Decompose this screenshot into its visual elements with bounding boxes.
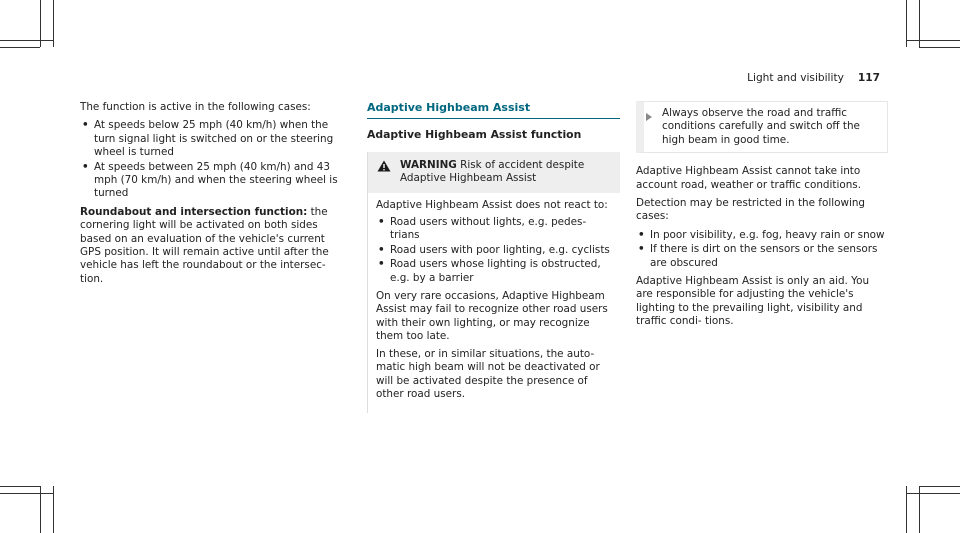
warning-paragraph-1: On very rare occasions, Adaptive Highbeam Assist may fail to recognize other road users with their own lighting, or may recognize them too late. bbox=[376, 290, 608, 343]
warning-paragraph-2: In these, or in similar situations, the auto- matic high beam will not be deactivated or will be activated despite the presence of other road users. bbox=[376, 347, 600, 400]
play-triangle-icon bbox=[646, 113, 652, 121]
paragraph: Detection may be restricted in the following cases: bbox=[636, 197, 866, 223]
paragraph: Adaptive Highbeam Assist is only an aid. You are responsible for adjusting the vehicle's lighting to the prevailing light, visibility and traffic condi- tions. bbox=[636, 275, 870, 328]
section-heading: Adaptive Highbeam Assist bbox=[367, 101, 620, 119]
crop-mark bbox=[919, 47, 960, 48]
warning-list bbox=[376, 216, 612, 285]
crop-mark bbox=[0, 47, 40, 48]
active-cases-list bbox=[80, 119, 345, 200]
crop-mark bbox=[0, 40, 53, 41]
warning-triangle-icon bbox=[377, 160, 391, 176]
roundabout-paragraph bbox=[80, 206, 345, 286]
instruction-box bbox=[636, 101, 888, 153]
intro-text: The function is active in the following cases: bbox=[80, 101, 311, 113]
list-item: • At speeds below 25 mph (40 km/h) when the turn signal light is switched on or the steering wheel is turned bbox=[80, 119, 345, 159]
warning-intro: Adaptive Highbeam Assist does not react to: bbox=[376, 198, 608, 211]
warning-title: Risk of accident despite Adaptive Highbeam Assist bbox=[400, 158, 585, 185]
list-item: • Road users whose lighting is obstructed, e.g. by a barrier bbox=[376, 258, 612, 285]
running-header bbox=[747, 72, 880, 85]
page-number: 117 bbox=[857, 72, 880, 84]
warning-label: WARNING bbox=[400, 158, 457, 171]
restriction-list bbox=[636, 229, 888, 270]
roundabout-label: Roundabout and intersection function: bbox=[80, 205, 308, 218]
crop-mark bbox=[919, 486, 960, 487]
warning-body bbox=[367, 193, 620, 414]
list-item: • Road users with poor lighting, e.g. cyclists bbox=[376, 244, 612, 257]
list-item: • At speeds between 25 mph (40 km/h) and 43 mph (70 km/h) and when the steering wheel is turned bbox=[80, 161, 345, 201]
column-right bbox=[636, 101, 888, 334]
list-item: • If there is dirt on the sensors or the sensors are obscured bbox=[636, 243, 888, 270]
paragraph: Adaptive Highbeam Assist cannot take into account road, weather or traffic conditions. bbox=[636, 165, 862, 191]
crop-mark bbox=[906, 493, 960, 494]
crop-mark bbox=[53, 486, 54, 533]
crop-mark bbox=[906, 40, 960, 41]
warning-header bbox=[367, 152, 620, 193]
sub-heading: Adaptive Highbeam Assist function bbox=[367, 128, 582, 142]
list-item: • Road users without lights, e.g. pedes- trians bbox=[376, 216, 612, 243]
column-left bbox=[80, 101, 345, 291]
crop-mark bbox=[0, 493, 53, 494]
instruction-text: Always observe the road and traffic conditions carefully and switch off the high beam in good time. bbox=[662, 107, 860, 146]
list-item: • In poor visibility, e.g. fog, heavy rain or snow bbox=[636, 229, 888, 242]
header-section-title: Light and visibility bbox=[747, 72, 844, 84]
column-middle bbox=[367, 101, 620, 413]
roundabout-text: the cornering light will be activated on both sides based on an evaluation of the vehicle's current GPS position. It will remain active until after the vehicle has left the roundabout or the intersec- tion. bbox=[80, 205, 329, 285]
crop-mark bbox=[53, 0, 54, 47]
crop-mark bbox=[0, 486, 40, 487]
